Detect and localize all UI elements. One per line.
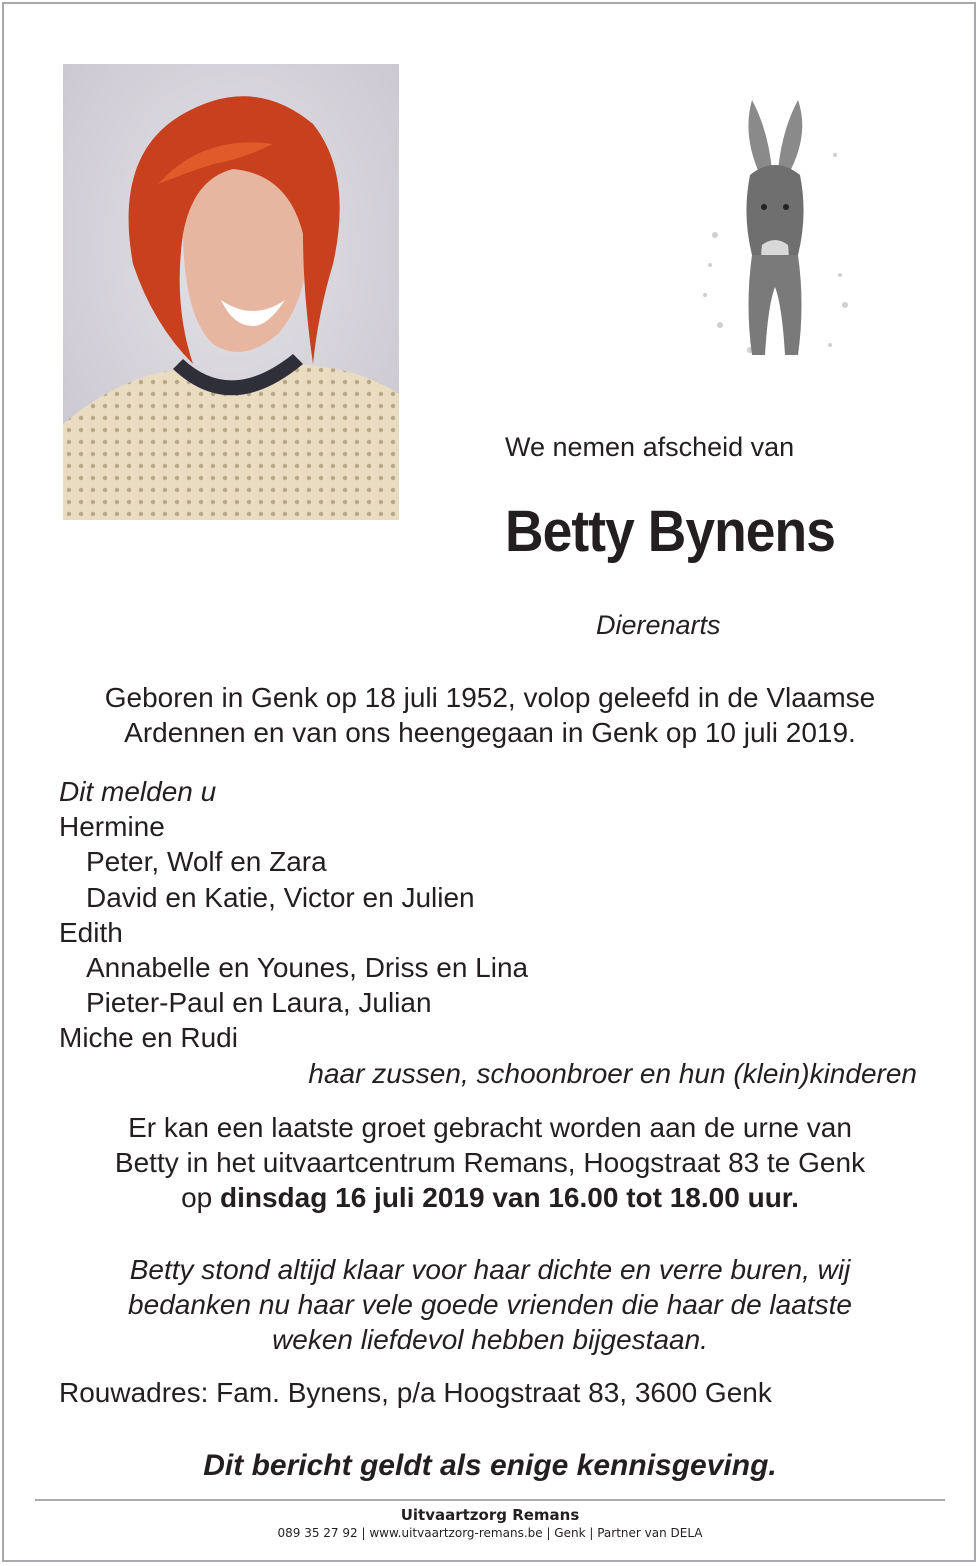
family-line: Peter, Wolf en Zara <box>86 846 327 878</box>
birth-line-2: Ardennen en van ons heengegaan in Genk op 10 juli 2019. <box>124 717 856 748</box>
family-line: Pieter-Paul en Laura, Julian <box>86 987 432 1019</box>
donkey-illustration <box>690 95 860 370</box>
visit-prefix: op <box>181 1182 213 1213</box>
intro-text: We nemen afscheid van <box>505 432 795 462</box>
footer-divider <box>35 1499 945 1501</box>
funeral-contact: 089 35 27 92 | www.uitvaartzorg-remans.be | Genk | Partner van DELA <box>277 1526 703 1540</box>
family-relation: haar zussen, schoonbroer en hun (klein)kinderen <box>308 1058 917 1089</box>
funeral-company: Uitvaartzorg Remans <box>400 1506 580 1524</box>
family-line: David en Katie, Victor en Julien <box>86 881 475 913</box>
family-line: Miche en Rudi <box>59 1022 238 1054</box>
thanks-line-1: Betty stond altijd klaar voor haar dichte en verre buren, wij <box>129 1254 851 1285</box>
thanks-line-2: bedanken nu haar vele goede vrienden die haar de laatste <box>128 1289 852 1320</box>
family-header: Dit melden u <box>59 776 217 807</box>
mourning-address: Rouwadres: Fam. Bynens, p/a Hoogstraat 83, 3600 Genk <box>59 1377 772 1408</box>
thanks-line-3: weken liefdevol hebben bijgestaan. <box>272 1324 708 1355</box>
family-line: Annabelle en Younes, Driss en Lina <box>86 952 529 984</box>
birth-death-text <box>40 680 940 750</box>
visit-text <box>40 1110 940 1215</box>
family-line: Hermine <box>59 811 165 843</box>
family-line: Edith <box>59 916 123 948</box>
notice-text: Dit bericht geldt als enige kennisgeving. <box>203 1449 777 1482</box>
thanks-text <box>40 1252 940 1357</box>
deceased-name: Betty Bynens <box>505 499 835 564</box>
family-list <box>59 774 528 1056</box>
visit-line-1: Er kan een laatste groet gebracht worden aan de urne van <box>128 1112 852 1143</box>
profession: Dierenarts <box>596 610 721 640</box>
visit-line-3 <box>40 1180 940 1215</box>
birth-line-1: Geboren in Genk op 18 juli 1952, volop geleefd in de Vlaamse <box>104 682 876 713</box>
visit-line-2: Betty in het uitvaartcentrum Remans, Hoogstraat 83 te Genk <box>114 1147 866 1178</box>
portrait-photo <box>63 64 399 520</box>
visit-date: dinsdag 16 juli 2019 van 16.00 tot 18.00 uur. <box>220 1182 799 1213</box>
